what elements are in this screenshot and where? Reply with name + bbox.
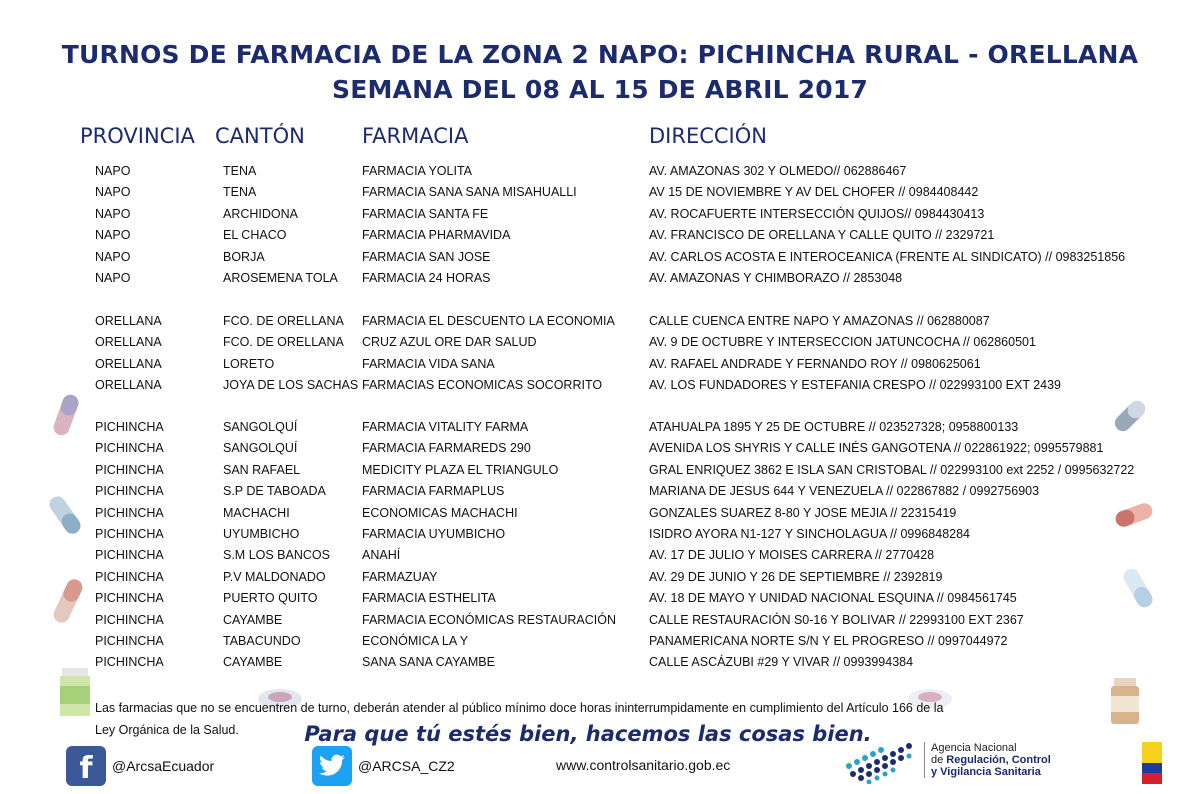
arcsa-logo [845,742,919,784]
provincia-cell: PICHINCHA [95,548,164,563]
website-link[interactable]: www.controlsanitario.gob.ec [556,757,731,773]
ecuador-flag [1142,742,1162,784]
canton-cell: EL CHACO [223,228,287,243]
direccion-cell: AV. 29 DE JUNIO Y 26 DE SEPTIEMBRE // 2392819 [649,569,943,584]
page-title: TURNOS DE FARMACIA DE LA ZONA 2 NAPO: PICHINCHA RURAL - ORELLANA [61,40,1139,69]
farmacia-cell: FARMACIA ESTHELITA [362,591,496,606]
table-row [0,463,1200,484]
table-row [0,484,1200,505]
canton-cell: TABACUNDO [223,634,301,648]
farmacia-cell: FARMACIA SAN JOSE [362,249,491,264]
direccion-cell: GRAL ENRIQUEZ 3862 E ISLA SAN CRISTOBAL // 022993100 ext 2252 / 0995632722 [649,462,1135,477]
farmacia-cell: FARMACIA ECONÓMICAS RESTAURACIÓN [362,612,616,627]
direccion-cell: AV. LOS FUNDADORES Y ESTEFANIA CRESPO // 022993100 EXT 2439 [649,378,1062,393]
farmacia-cell: FARMACIA SANA SANA MISAHUALLI [362,185,577,200]
canton-cell: PUERTO QUITO [223,591,318,606]
facebook-link[interactable] [66,746,214,786]
canton-cell: MACHACHI [223,505,290,520]
provincia-cell: ORELLANA [95,378,162,393]
table-row [0,570,1200,591]
farmacia-cell: FARMACIAS ECONOMICAS SOCORRITO [362,378,603,393]
canton-cell: JOYA DE LOS SACHAS [223,378,359,393]
header-provincia: PROVINCIA [80,124,195,148]
farmacia-cell: CRUZ AZUL ORE DAR SALUD [362,335,537,350]
direccion-cell: CALLE ASCÁZUBI #29 Y VIVAR // 0993994384 [649,655,914,670]
table-row [0,357,1200,378]
twitter-icon [312,746,352,786]
provincia-cell: ORELLANA [95,335,162,350]
provincia-cell: NAPO [95,271,131,285]
direccion-cell: CALLE CUENCA ENTRE NAPO Y AMAZONAS // 062880087 [649,314,990,328]
table-row [0,207,1200,228]
farmacia-cell: FARMACIA SANTA FE [362,206,489,221]
table-row [0,250,1200,271]
farmacia-cell: SANA SANA CAYAMBE [362,655,495,670]
direccion-cell: AV. 17 DE JULIO Y MOISES CARRERA // 2770428 [649,548,935,563]
direccion-cell: ATAHUALPA 1895 Y 25 DE OCTUBRE // 023527328; 0958800133 [649,420,1019,434]
canton-cell: SANGOLQUÍ [223,420,298,434]
farmacia-cell: FARMACIA PHARMAVIDA [362,228,511,243]
footnote-line-2: Ley Orgánica de la Salud. [95,723,239,737]
farmacia-cell: FARMACIA YOLITA [362,164,472,178]
table-row [0,548,1200,569]
farmacia-cell: FARMACIA FARMAREDS 290 [362,441,531,456]
provincia-cell: PICHINCHA [95,612,164,627]
farmacia-cell: MEDICITY PLAZA EL TRIANGULO [362,462,559,477]
farmacia-cell: FARMACIA VIDA SANA [362,356,495,371]
header-direccion: DIRECCIÓN [649,124,767,148]
direccion-cell: AV. RAFAEL ANDRADE Y FERNANDO ROY // 0980625061 [649,356,981,371]
provincia-cell: ORELLANA [95,314,162,328]
farmacia-cell: ANAHÍ [362,548,401,563]
farmacia-cell: ECONOMICAS MACHACHI [362,505,518,520]
table-row [0,655,1200,676]
canton-cell: FCO. DE ORELLANA [223,314,344,328]
provincia-cell: PICHINCHA [95,420,164,434]
table-row [0,634,1200,655]
facebook-handle: @ArcsaEcuador [112,758,215,774]
pill-bottle-right [1108,676,1142,726]
table-row [0,228,1200,249]
table-row [0,314,1200,335]
provincia-cell: PICHINCHA [95,484,164,499]
canton-cell: S.M LOS BANCOS [223,548,330,563]
direccion-cell: AV. CARLOS ACOSTA E INTEROCEANICA (FRENTE AL SINDICATO) // 0983251856 [649,249,1126,264]
page-subtitle: SEMANA DEL 08 AL 15 DE ABRIL 2017 [331,75,869,104]
canton-cell: FCO. DE ORELLANA [223,335,344,350]
canton-cell: S.P DE TABOADA [223,484,326,499]
farmacia-cell: FARMACIA VITALITY FARMA [362,420,529,434]
agency-name: Agencia Nacional de Regulación, Control y Vigilancia Sanitaria [924,742,1051,778]
direccion-cell: CALLE RESTAURACIÓN S0-16 Y BOLIVAR // 22993100 EXT 2367 [649,612,1024,627]
canton-cell: AROSEMENA TOLA [223,271,338,285]
canton-cell: CAYAMBE [223,612,283,627]
provincia-cell: PICHINCHA [95,462,164,477]
provincia-cell: PICHINCHA [95,655,164,670]
direccion-cell: ISIDRO AYORA N1-127 Y SINCHOLAGUA // 0996848284 [649,527,971,541]
farmacia-cell: FARMACIA UYUMBICHO [362,527,506,541]
provincia-cell: NAPO [95,249,131,264]
table-row [0,591,1200,612]
table-row [0,185,1200,206]
provincia-cell: NAPO [95,228,131,243]
direccion-cell: AV. 9 DE OCTUBRE Y INTERSECCION JATUNCOCHA // 062860501 [649,335,1036,350]
direccion-cell: GONZALES SUAREZ 8-80 Y JOSE MEJIA // 22315419 [649,505,957,520]
canton-cell: TENA [223,185,257,200]
table-row [0,420,1200,441]
twitter-handle: @ARCSA_CZ2 [358,758,455,774]
canton-cell: P.V MALDONADO [223,569,326,584]
header-canton: CANTÓN [215,124,305,148]
farmacia-cell: FARMAZUAY [362,569,438,584]
direccion-cell: AV. FRANCISCO DE ORELLANA Y CALLE QUITO // 2329721 [649,228,995,243]
direccion-cell: MARIANA DE JESUS 644 Y VENEZUELA // 022867882 / 0992756903 [649,484,1040,499]
twitter-link[interactable] [312,746,455,786]
canton-cell: BORJA [223,249,265,264]
provincia-cell: NAPO [95,206,131,221]
facebook-icon: f [66,746,106,786]
direccion-cell: AV. 18 DE MAYO Y UNIDAD NACIONAL ESQUINA // 0984561745 [649,591,1017,606]
direccion-cell: AV 15 DE NOVIEMBRE Y AV DEL CHOFER // 0984408442 [649,185,979,200]
provincia-cell: PICHINCHA [95,591,164,606]
footnote-line-1: Las farmacias que no se encuentren de turno, deberán atender al público mínimo doce horas ininterrumpidamente en cumplimiento del Artículo 166 de la [95,701,944,715]
farmacia-cell: FARMACIA 24 HORAS [362,271,491,285]
provincia-cell: PICHINCHA [95,527,164,541]
provincia-cell: PICHINCHA [95,505,164,520]
table-row [0,271,1200,292]
table-row [0,164,1200,185]
table-row [0,613,1200,634]
farmacia-cell: FARMACIA EL DESCUENTO LA ECONOMIA [362,314,615,328]
direccion-cell: PANAMERICANA NORTE S/N Y EL PROGRESO // 0997044972 [649,634,1008,648]
provincia-cell: PICHINCHA [95,634,164,648]
provincia-cell: NAPO [95,185,131,200]
provincia-cell: PICHINCHA [95,569,164,584]
provincia-cell: PICHINCHA [95,441,164,456]
canton-cell: ARCHIDONA [223,206,299,221]
canton-cell: SANGOLQUÍ [223,441,298,456]
direccion-cell: AV. AMAZONAS 302 Y OLMEDO// 062886467 [649,164,907,178]
table-row [0,441,1200,462]
direccion-cell: AVENIDA LOS SHYRIS Y CALLE INÉS GANGOTENA // 022861922; 0995579881 [649,441,1104,456]
canton-cell: LORETO [223,356,275,371]
canton-cell: TENA [223,164,257,178]
farmacia-cell: FARMACIA FARMAPLUS [362,484,505,499]
table-row [0,527,1200,548]
canton-cell: CAYAMBE [223,655,283,670]
direccion-cell: AV. ROCAFUERTE INTERSECCIÓN QUIJOS// 0984430413 [649,206,985,221]
slogan: Para que tú estés bien, hacemos las cosas bien. [304,722,872,746]
table-row [0,378,1200,399]
farmacia-cell: ECONÓMICA LA Y [362,634,469,648]
canton-cell: SAN RAFAEL [223,462,301,477]
table-row [0,506,1200,527]
header-farmacia: FARMACIA [362,124,469,148]
provincia-cell: ORELLANA [95,356,162,371]
direccion-cell: AV. AMAZONAS Y CHIMBORAZO // 2853048 [649,271,903,285]
canton-cell: UYUMBICHO [223,527,300,541]
table-row [0,335,1200,356]
provincia-cell: NAPO [95,164,131,178]
